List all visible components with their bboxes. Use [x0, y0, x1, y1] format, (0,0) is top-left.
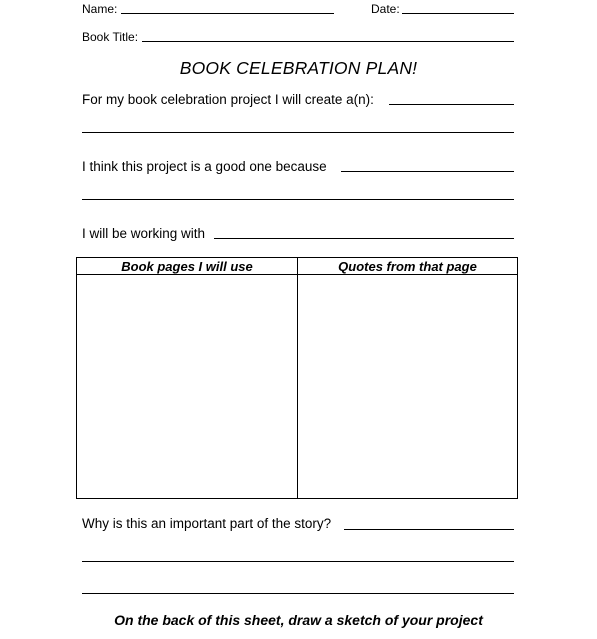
- pages-quotes-table: [76, 257, 518, 499]
- date-field[interactable]: [402, 13, 514, 14]
- name-label: Name:: [82, 2, 118, 16]
- footer-instruction: On the back of this sheet, draw a sketch of your project: [114, 612, 483, 628]
- name-field[interactable]: [121, 13, 334, 14]
- table-header-pages: Book pages I will use: [121, 259, 253, 274]
- good-because-field[interactable]: [341, 171, 514, 172]
- create-field[interactable]: [389, 104, 514, 105]
- page-title: BOOK CELEBRATION PLAN!: [179, 58, 418, 78]
- book-title-label: Book Title:: [82, 30, 139, 44]
- create-field-continued[interactable]: [82, 132, 514, 133]
- important-field-line-3[interactable]: [82, 593, 514, 594]
- quotes-cell[interactable]: [298, 275, 517, 498]
- pages-cell[interactable]: [77, 275, 297, 498]
- table-header-quotes: Quotes from that page: [338, 259, 477, 274]
- book-title-field[interactable]: [142, 41, 514, 42]
- create-prompt: For my book celebration project I will create a(n):: [82, 92, 374, 107]
- working-with-field[interactable]: [214, 238, 514, 239]
- important-prompt: Why is this an important part of the story?: [82, 516, 332, 531]
- good-because-prompt: I think this project is a good one because: [82, 159, 327, 174]
- working-with-prompt: I will be working with: [82, 226, 206, 241]
- date-label: Date:: [371, 2, 400, 16]
- important-field-line-2[interactable]: [82, 561, 514, 562]
- good-because-field-continued[interactable]: [82, 199, 514, 200]
- important-field[interactable]: [344, 529, 514, 530]
